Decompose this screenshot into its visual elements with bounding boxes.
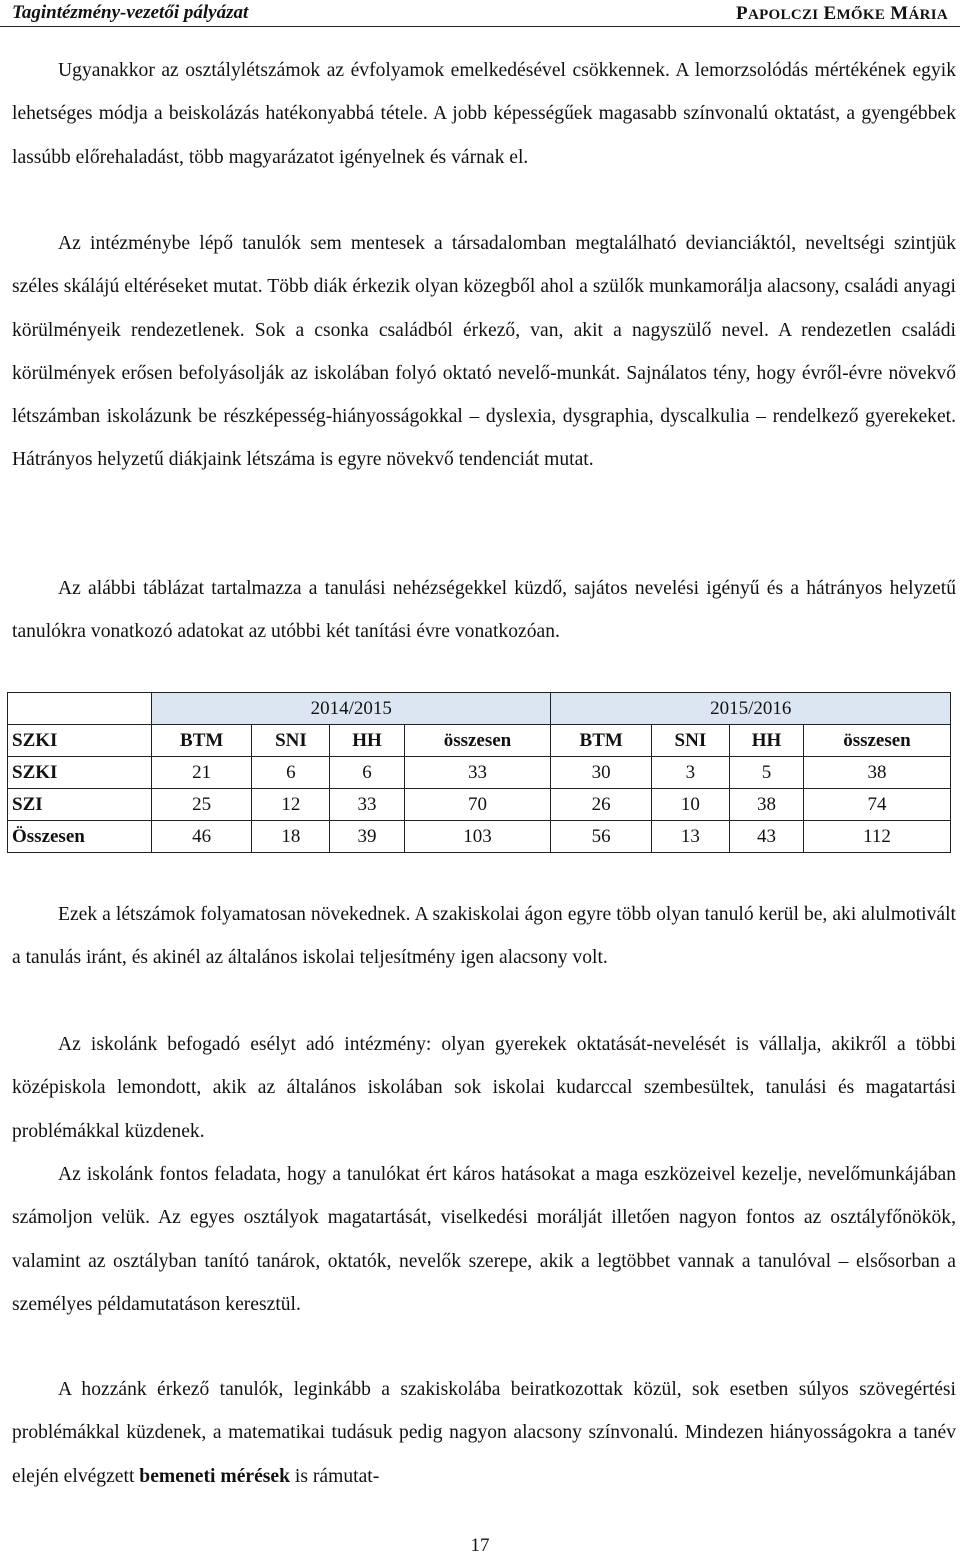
- table-cell: 112: [803, 821, 950, 853]
- paragraph-5: Az iskolánk befogadó esélyt adó intézmény: olyan gyerekek oktatását-nevelését is vállalja, akikről a többi középiskola lemondott, akik az általános iskolában sok iskolai kudarccal szembesültek, tanulási és magatartási problémákkal küzdenek.: [12, 1034, 956, 1142]
- table-cell: 10: [651, 789, 729, 821]
- table-cell: 103: [404, 821, 551, 853]
- year-header-2014: 2014/2015: [152, 693, 551, 725]
- table-cell: 38: [729, 789, 803, 821]
- table-cell: 56: [551, 821, 651, 853]
- page-number: 17: [470, 1535, 490, 1556]
- row-label: SZKI: [8, 757, 152, 789]
- author-rest-2: MŐKE: [836, 7, 886, 23]
- paragraph-7-end: is rámutat-: [290, 1465, 380, 1487]
- paragraph-4: Ezek a létszámok folyamatosan növekednek. A szakiskolai ágon egyre több olyan tanuló kerül be, aki alulmotivált a tanulás iránt, és akinél az általános iskolai teljesítmény igen alacsony volt.: [12, 904, 956, 969]
- paragraph-7-text: A hozzánk érkező tanulók, leginkább a szakiskolába beiratkozottak közül, sok esetben súlyos szövegértési problémákkal küzdenek, a matematikai tudásuk pedig nagyon alacsony színvonalú. Mindezen hiányosságokra a tanév elején elvégzett: [12, 1379, 956, 1487]
- author-initial-1: P: [736, 3, 748, 24]
- column-header: BTM: [551, 725, 651, 757]
- table-row: [8, 789, 951, 821]
- column-header: SNI: [651, 725, 729, 757]
- year-header-2015: 2015/2016: [551, 693, 951, 725]
- table-cell: 46: [152, 821, 252, 853]
- paragraph-3: Az alábbi táblázat tartalmazza a tanulási nehézségekkel küzdő, sajátos nevelési igényű és a hátrányos helyzetű tanulókra vonatkozó adatokat az utóbbi két tanítási évre vonatkozóan.: [12, 578, 956, 643]
- table-cell: 5: [729, 757, 803, 789]
- table-cell: 38: [803, 757, 950, 789]
- table-cell: 6: [330, 757, 404, 789]
- table-cell: 39: [330, 821, 404, 853]
- table-column-header-row: [8, 725, 951, 757]
- table-cell: 12: [252, 789, 330, 821]
- table-cell: 43: [729, 821, 803, 853]
- table-cell: 21: [152, 757, 252, 789]
- column-header: HH: [729, 725, 803, 757]
- table-cell: 70: [404, 789, 551, 821]
- page-header: [0, 0, 960, 27]
- author-rest-3: ÁRIA: [908, 7, 948, 23]
- table-row: [8, 821, 951, 853]
- row-label: Összesen: [8, 821, 152, 853]
- table-cell: 26: [551, 789, 651, 821]
- author-initial-3: M: [890, 3, 909, 24]
- table-corner-cell: [8, 693, 152, 725]
- column-header: BTM: [152, 725, 252, 757]
- author-initial-2: E: [823, 3, 837, 24]
- table-cell: 74: [803, 789, 950, 821]
- column-header-label: SZKI: [8, 725, 152, 757]
- author-rest-1: APOLCZI: [747, 7, 819, 23]
- paragraph-7-bold: bemeneti mérések: [139, 1465, 291, 1487]
- table-cell: 33: [330, 789, 404, 821]
- column-header: HH: [330, 725, 404, 757]
- row-label: SZI: [8, 789, 152, 821]
- column-header: SNI: [252, 725, 330, 757]
- statistics-table: [7, 692, 951, 853]
- table-cell: 30: [551, 757, 651, 789]
- table-cell: 33: [404, 757, 551, 789]
- table-cell: 18: [252, 821, 330, 853]
- paragraph-6: Az iskolánk fontos feladata, hogy a tanulókat ért káros hatásokat a maga eszközeivel kezelje, nevelőmunkájában számoljon velük. Az egyes osztályok magatartását, viselkedési morálját illetően nagyon fontos az osztályfőnökök, valamint az osztályban tanító tanárok, oktatók, nevelők szerepe, akik a legtöbbet vannak a tanulóval – elsősorban a személyes példamutatáson keresztül.: [12, 1164, 956, 1315]
- table-row: [8, 757, 951, 789]
- paragraph-7: [12, 1368, 956, 1498]
- table-cell: 25: [152, 789, 252, 821]
- table-cell: 6: [252, 757, 330, 789]
- paragraph-1: Ugyanakkor az osztálylétszámok az évfolyamok emelkedésével csökkennek. A lemorzsolódás mértékének egyik lehetséges módja a beiskolázás hatékonyabbá tétele. A jobb képességűek magasabb színvonalú oktatást, a gyengébbek lassúbb előrehaladást, több magyarázatot igényelnek és várnak el.: [12, 60, 956, 168]
- table-cell: 13: [651, 821, 729, 853]
- header-author: [736, 3, 948, 25]
- paragraph-2: Az intézménybe lépő tanulók sem mentesek a társadalomban megtalálható devianciáktól, neveltségi szintjük széles skálájú eltéréseket mutat. Több diák érkezik olyan közegből ahol a szülők munkamorálja alacsony, családi anyagi körülményeik rendezetlenek. Sok a csonka családból érkező, van, akit a nagyszülő nevel. A rendezetlen családi körülmények erősen befolyásolják az iskolában folyó oktató nevelő-munkát. Sajnálatos tény, hogy évről-évre növekvő létszámban iskolázunk be részképesség-hiányosságokkal – dyslexia, dysgraphia, dyscalkulia – rendelkező gyerekeket. Hátrányos helyzetű diákjaink létszáma is egyre növekvő tendenciát mutat.: [12, 233, 956, 471]
- header-title: Tagintézmény-vezetői pályázat: [12, 2, 249, 23]
- column-header: összesen: [803, 725, 950, 757]
- table-cell: 3: [651, 757, 729, 789]
- table-year-row: [8, 693, 951, 725]
- column-header: összesen: [404, 725, 551, 757]
